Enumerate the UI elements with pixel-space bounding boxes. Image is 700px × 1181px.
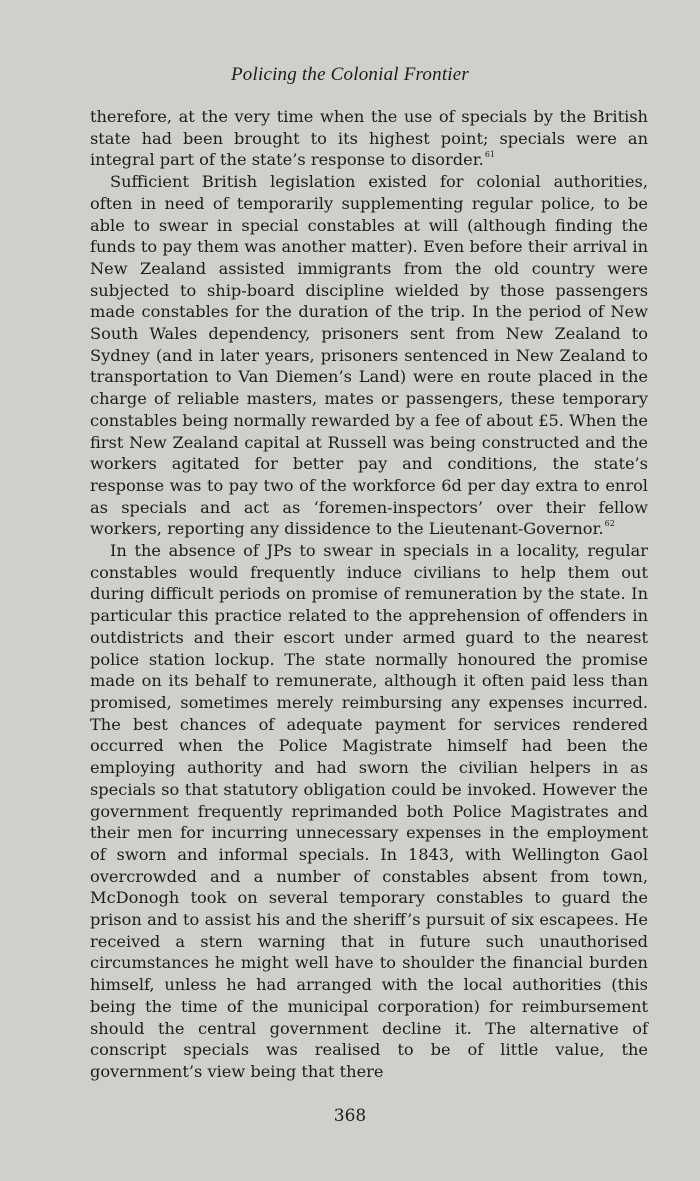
footnote-ref-62: 62 (604, 519, 615, 529)
paragraph-2-text: Sufficient British legislation existed for colonial authorities, often in need of temporarily supplementing regular police, to be able to swear in special constables at will (although finding the funds to pay them was another matter). Even before their arrival in New Zealand assisted immigrants from the old country were subjected to ship-board discipline wielded by those passengers made constables for the duration of the trip. In the period of New South Wales dependency, prisoners sent from New Zealand to Sydney (and in later years, prisoners sentenced in New Zealand to transportation to Van Diemen’s Land) were en route placed in the charge of reliable masters, mates or passengers, these temporary constables being normally rewarded by a fee of about £5. When the first New Zealand capital at Russell was being constructed and the workers agitated for better pay and conditions, the state’s response was to pay two of the workforce 6d per day extra to enrol as specials and act as ‘foremen-inspectors’ over their fellow workers, reporting any dissidence to the Lieutenant-Governor. (90, 172, 648, 539)
body-text (90, 106, 648, 1083)
running-head: Policing the Colonial Frontier (230, 64, 470, 85)
paragraph-1-text: therefore, at the very time when the use of specials by the British state had been brought to its highest point; specials were an integral part of the state’s response to disorder. (90, 107, 648, 170)
page-number: 368 (333, 1106, 367, 1126)
paragraph-1 (90, 106, 648, 171)
footnote-ref-61: 61 (484, 150, 495, 160)
paragraph-3-text: In the absence of JPs to swear in specials in a locality, regular constables would frequently induce civilians to help them out during difficult periods on promise of remuneration by the state. In particular this practice related to the apprehension of offenders in outdistricts and their escort under armed guard to the nearest police station lockup. The state normally honoured the promise made on its behalf to remunerate, although it often paid less than promised, sometimes merely reimbursing any expenses incurred. The best chances of adequate payment for services rendered occurred when the Police Magistrate himself had been the employing authority and had sworn the civilian helpers in as specials so that statutory obligation could be invoked. However the government frequently reprimanded both Police Magistrates and their men for incurring unnecessary expenses in the employment of sworn and informal specials. In 1843, with Wellington Gaol overcrowded and a number of constables absent from town, McDonogh took on several temporary constables to guard the prison and to assist his and the sheriff’s pursuit of six escapees. He received a stern warning that in future such unauthorised circumstances he might well have to shoulder the financial burden himself, unless he had arranged with the local authorities (this being the time of the municipal corporation) for reimbursement should the central government decline it. The alternative of conscript specials was realised to be of little value, the government’s view being that there (90, 541, 648, 1081)
paragraph-2 (90, 171, 648, 540)
paragraph-3 (90, 540, 648, 1083)
